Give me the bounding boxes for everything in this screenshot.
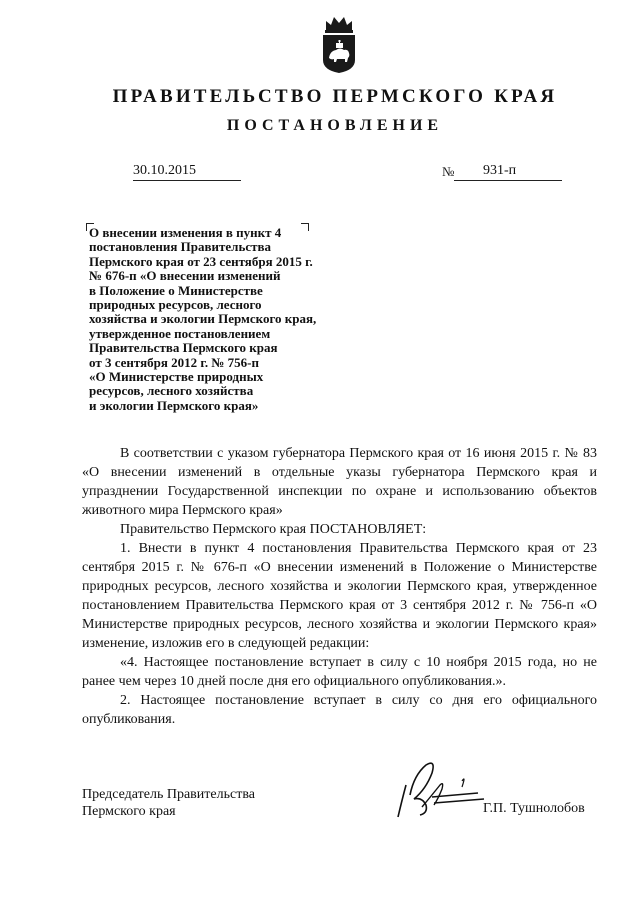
subject-line: № 676-п «О внесении изменений — [89, 268, 281, 284]
date-underline — [133, 180, 241, 181]
document-number: 931-п — [483, 163, 517, 178]
decree-paragraph: Правительство Пермского края ПОСТАНОВЛЯЕТ: — [120, 522, 427, 537]
number-underline — [454, 180, 562, 181]
quote-paragraph: «4. Настоящее постановление вступает в силу с 10 ноября 2015 года, но не ранее чем через 10 дней после дня его официального опубликования.». — [82, 655, 597, 689]
coat-of-arms-icon — [318, 10, 360, 74]
subject-line: утвержденное постановлением — [89, 325, 271, 341]
subject-line: О внесении изменения в пункт 4 — [89, 225, 282, 240]
document-type-heading: ПОСТАНОВЛЕНИЕ — [226, 117, 444, 134]
signatory-title-line: Председатель Правительства — [82, 787, 255, 802]
subject-line: в Положение о Министерстве — [89, 282, 263, 298]
subject-line: ресурсов, лесного хозяйства — [89, 383, 254, 399]
signatory-title — [82, 786, 255, 820]
document-body — [82, 444, 597, 729]
subject-line: природных ресурсов, лесного — [89, 297, 262, 313]
subject-line: от 3 сентября 2012 г. № 756-п — [89, 354, 259, 370]
subject-line: Правительства Пермского края — [89, 340, 278, 356]
number-label: № — [442, 164, 455, 179]
signatory-title-line: Пермского края — [82, 804, 176, 819]
subject-line: и экологии Пермского края» — [89, 397, 259, 413]
item-2-paragraph: 2. Настоящее постановление вступает в силу со дня его официального опубликования. — [82, 693, 597, 727]
signatory-name: Г.П. Тушнолобов — [483, 801, 585, 816]
document-date: 30.10.2015 — [133, 163, 196, 178]
item-1-paragraph: 1. Внести в пункт 4 постановления Правительства Пермского края от 23 сентября 2015 г. № 676-п «О внесении изменений в Положение о Министерстве природных ресурсов, лесного хозяйства и экологии Пермского края, утвержденное постановлением Правительства Пермского края от 3 сентября 2012 г. № 756-п «О Министерстве природных ресурсов, лесного хозяйства и экологии Пермского края» изменение, изложив его в следующей редакции: — [82, 541, 597, 651]
subject-line: Пермского края от 23 сентября 2015 г. — [89, 253, 313, 269]
government-heading: ПРАВИТЕЛЬСТВО ПЕРМСКОГО КРАЯ — [112, 86, 558, 107]
subject-block — [89, 226, 369, 413]
subject-line: «О Министерстве природных — [89, 369, 264, 385]
preamble-paragraph: В соответствии с указом губернатора Пермского края от 16 июня 2015 г. № 83 «О внесении изменений в отдельные указы губернатора Пермского края и упразднении Государственной инспекции по охране и использованию объектов животного мира Пермского края» — [82, 446, 597, 518]
subject-line: постановления Правительства — [89, 239, 271, 255]
subject-line: хозяйства и экологии Пермского края, — [89, 311, 317, 327]
